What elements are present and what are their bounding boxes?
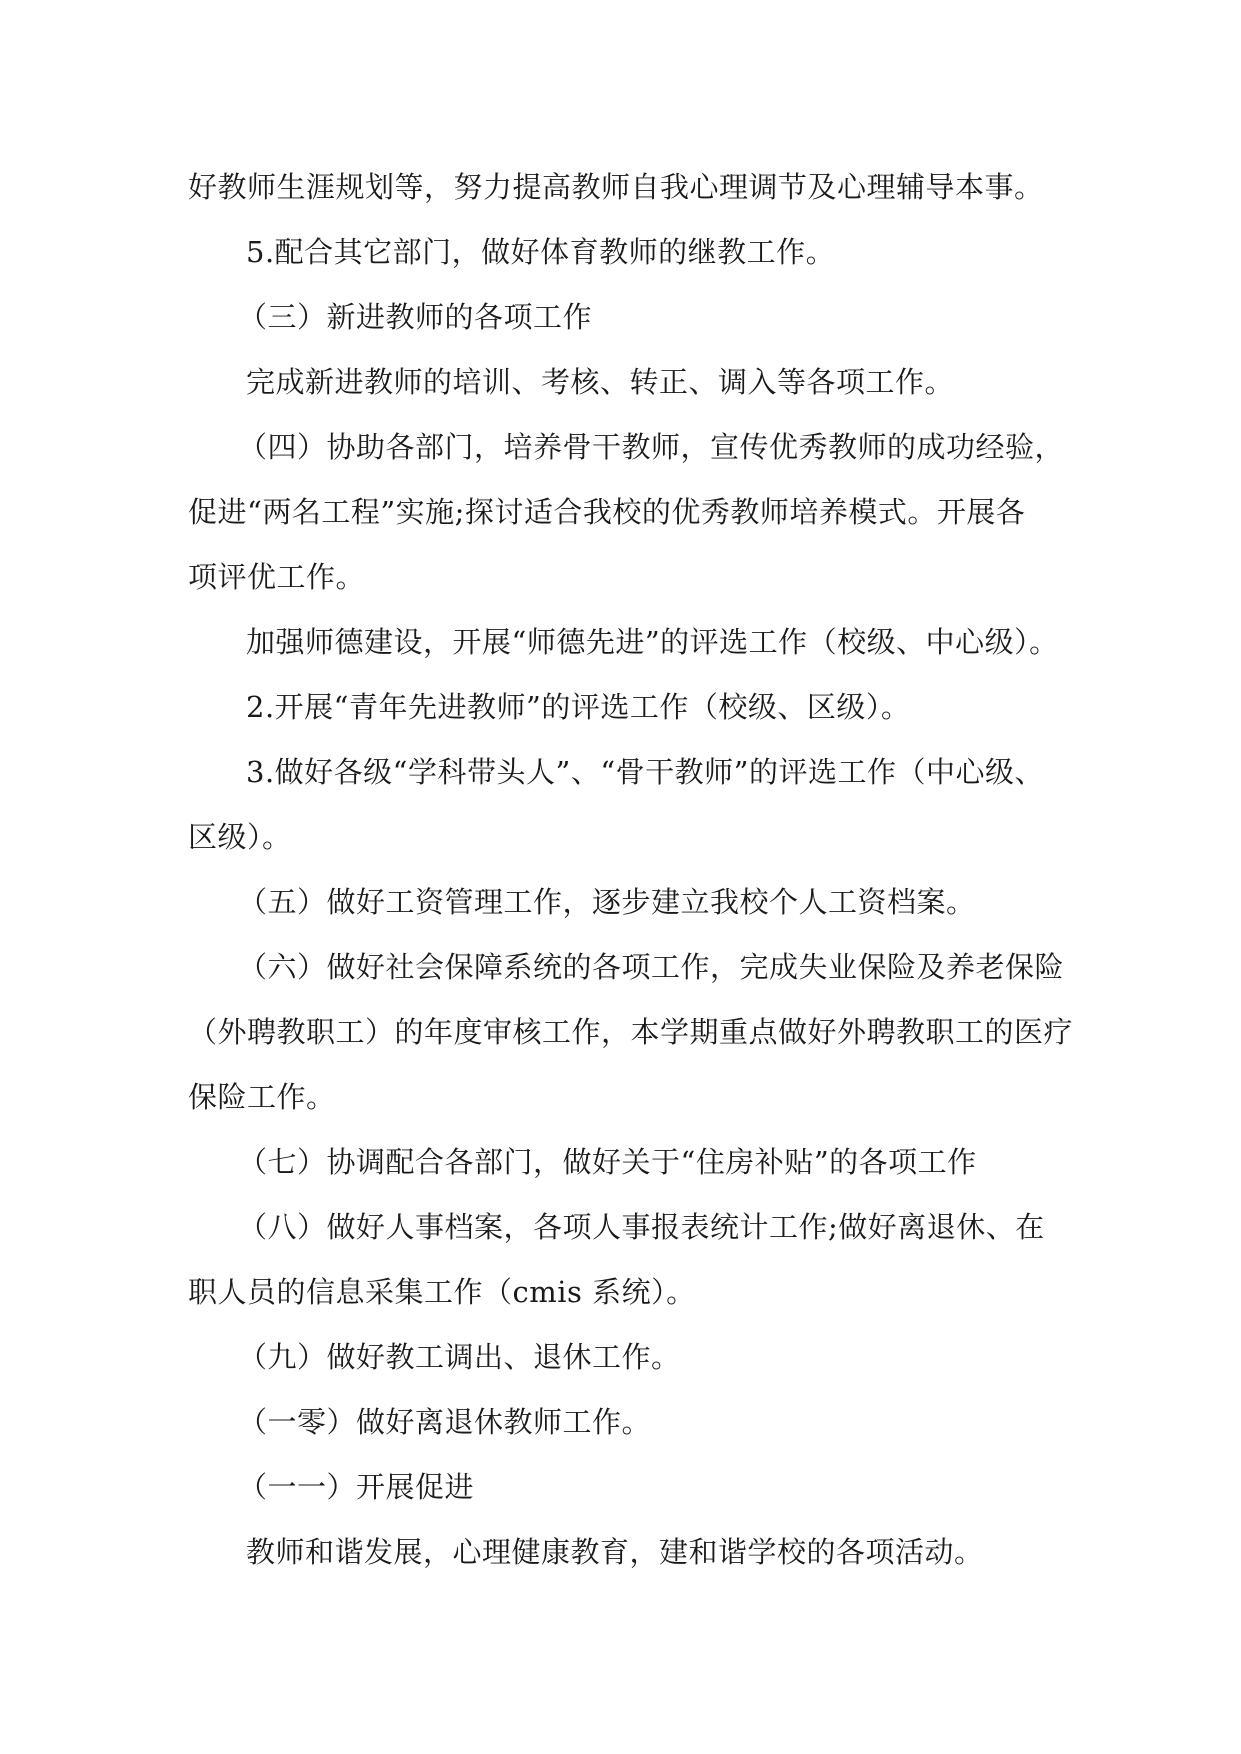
section-heading: （一一）开展促进 — [238, 1470, 475, 1504]
section-heading: （四）协助各部门，培养骨干教师，宣传优秀教师的成功经验， — [238, 430, 1065, 464]
paragraph-line: 5.配合其它部门，做好体育教师的继教工作。 — [246, 235, 836, 269]
section-heading: （九）做好教工调出、退休工作。 — [238, 1340, 681, 1374]
paragraph-line: 区级）。 — [188, 820, 292, 854]
section-heading: （七）协调配合各部门，做好关于“住房补贴”的各项工作 — [238, 1145, 977, 1179]
paragraph-line: 完成新进教师的培训、考核、转正、调入等各项工作。 — [246, 365, 955, 399]
section-heading: （一零）做好离退休教师工作。 — [238, 1405, 652, 1439]
paragraph-line: 3.做好各级“学科带头人”、“骨干教师”的评选工作（中心级、 — [246, 755, 1044, 789]
paragraph-line: （外聘教职工）的年度审核工作，本学期重点做好外聘教职工的医疗 — [188, 1015, 1074, 1049]
section-heading: （八）做好人事档案，各项人事报表统计工作;做好离退休、在 — [238, 1210, 1045, 1244]
paragraph-line: 促进“两名工程”实施;探讨适合我校的优秀教师培养模式。开展各 — [188, 495, 1026, 529]
paragraph-line: 2.开展“青年先进教师”的评选工作（校级、区级）。 — [246, 690, 911, 724]
document-body — [188, 155, 1074, 1585]
paragraph-line: 教师和谐发展，心理健康教育，建和谐学校的各项活动。 — [246, 1535, 984, 1569]
section-heading: （五）做好工资管理工作，逐步建立我校个人工资档案。 — [238, 885, 976, 919]
paragraph-line: 保险工作。 — [188, 1080, 336, 1114]
paragraph-line: 好教师生涯规划等，努力提高教师自我心理调节及心理辅导本事。 — [188, 170, 1044, 204]
paragraph-line: 职人员的信息采集工作（cmis 系统）。 — [188, 1275, 696, 1309]
section-heading: （三）新进教师的各项工作 — [238, 300, 593, 334]
paragraph-line: 项评优工作。 — [188, 560, 366, 594]
paragraph-line: 加强师德建设，开展“师德先进”的评选工作（校级、中心级）。 — [246, 625, 1059, 659]
section-heading: （六）做好社会保障系统的各项工作，完成失业保险及养老保险 — [238, 950, 1065, 984]
